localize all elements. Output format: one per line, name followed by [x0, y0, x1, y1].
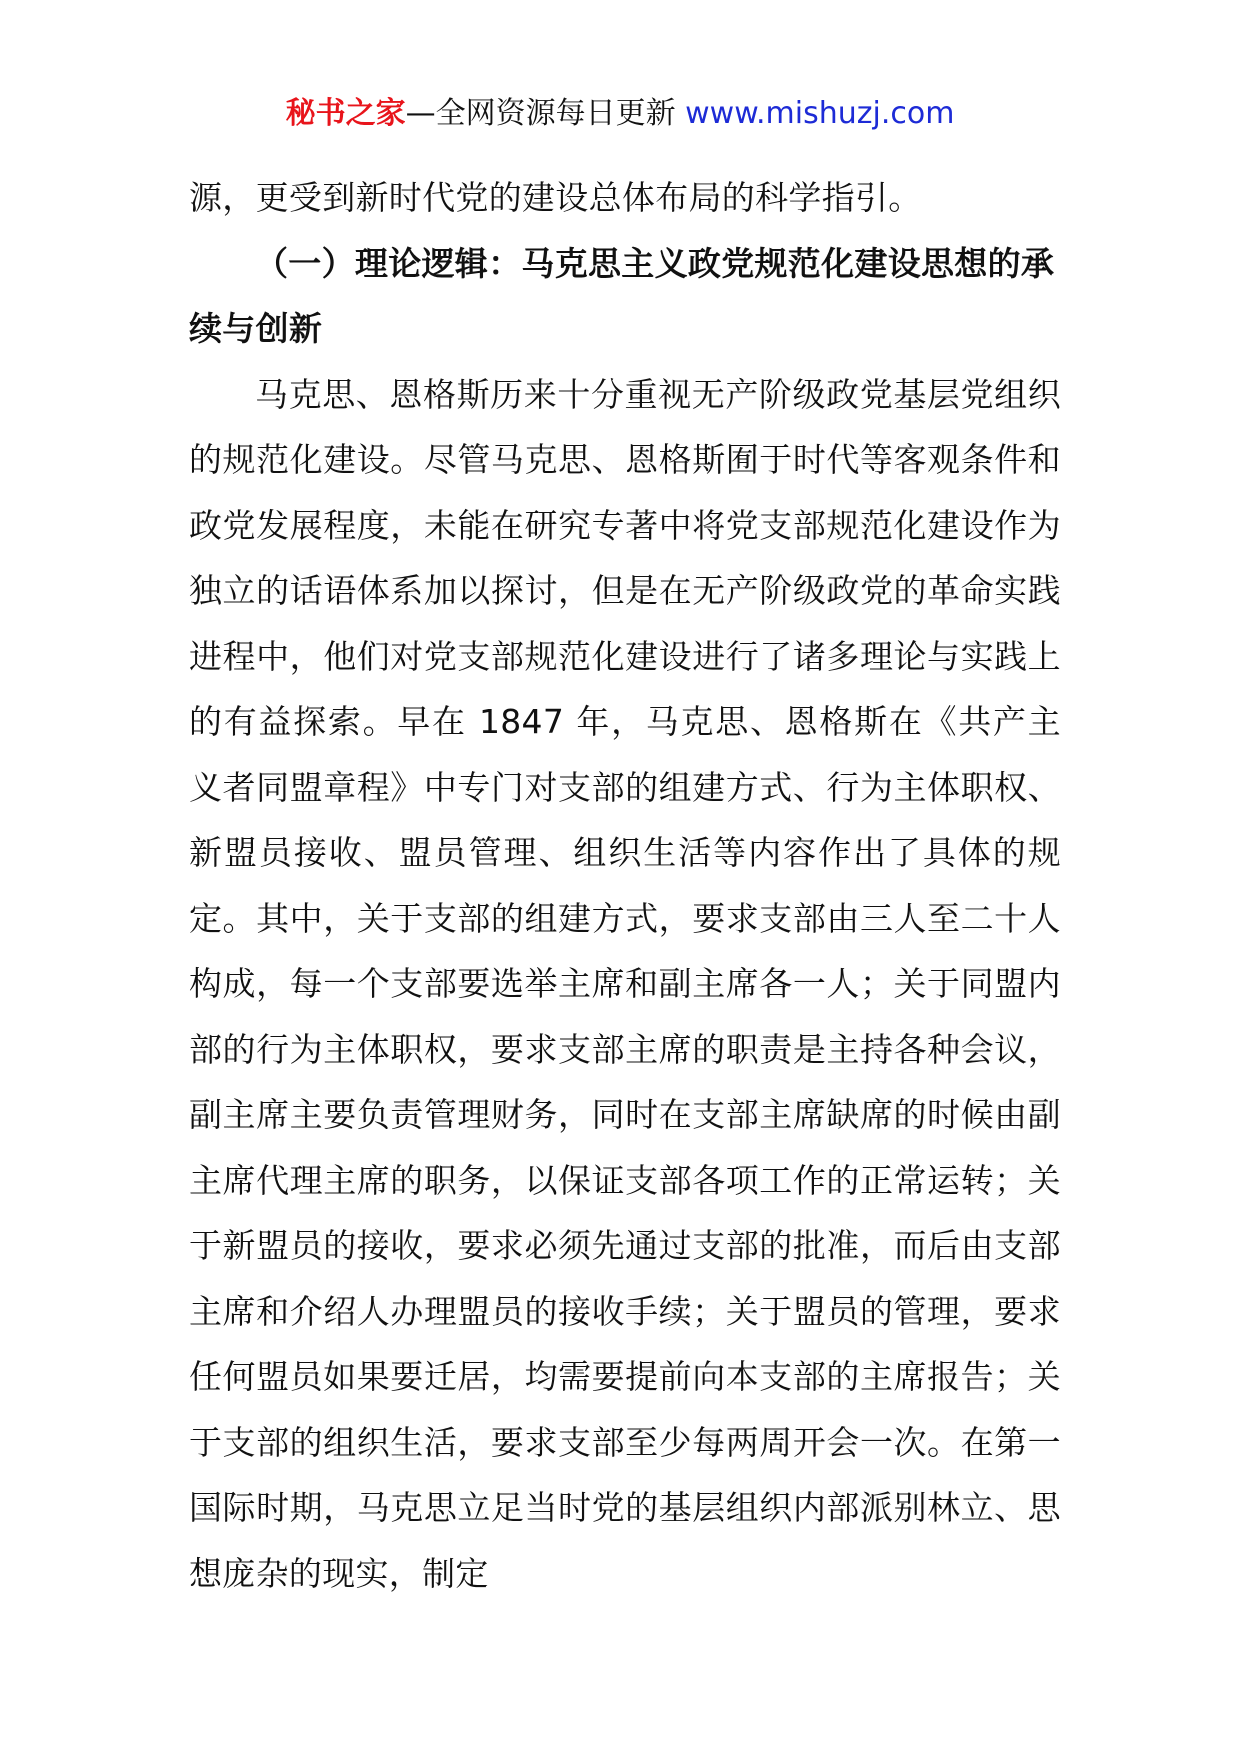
document-body [189, 165, 1061, 1606]
site-header [0, 92, 1240, 136]
continuation-text: 源，更受到新时代党的建设总体布局的科学指引。 [189, 178, 922, 217]
body-paragraph: 马克思、恩格斯历来十分重视无产阶级政党基层党组织的规范化建设。尽管马克思、恩格斯囿于时代等客观条件和政党发展程度，未能在研究专著中将党支部规范化建设作为独立的话语体系加以探讨，但是在无产阶级政党的革命实践进程中，他们对党支部规范化建设进行了诸多理论与实践上的有益探索。早在 1847 年，马克思、恩格斯在《共产主义者同盟章程》中专门对支部的组建方式、行为主体职权、新盟员接收、盟员管理、组织生活等内容作出了具体的规定。其中，关于支部的组建方式，要求支部由三人至二十人构成，每一个支部要选举主席和副主席各一人；关于同盟内部的行为主体职权，要求支部主席的职责是主持各种会议，副主席主要负责管理财务，同时在支部主席缺席的时候由副主席代理主席的职务，以保证支部各项工作的正常运转；关于新盟员的接收，要求必须先通过支部的批准，而后由支部主席和介绍人办理盟员的接收手续；关于盟员的管理，要求任何盟员如果要迁居，均需要提前向本支部的主席报告；关于支部的组织生活，要求支部至少每两周开会一次。在第一国际时期，马克思立足当时党的基层组织内部派别林立、思想庞杂的现实，制定 [189, 374, 1061, 1593]
header-tagline: —全网资源每日更新 [405, 96, 676, 131]
brand-name: 秘书之家 [285, 96, 406, 131]
section-heading: （一）理论逻辑：马克思主义政党规范化建设思想的承续与创新 [189, 243, 1055, 348]
site-url-link[interactable]: www.mishuzj.com [685, 96, 955, 131]
